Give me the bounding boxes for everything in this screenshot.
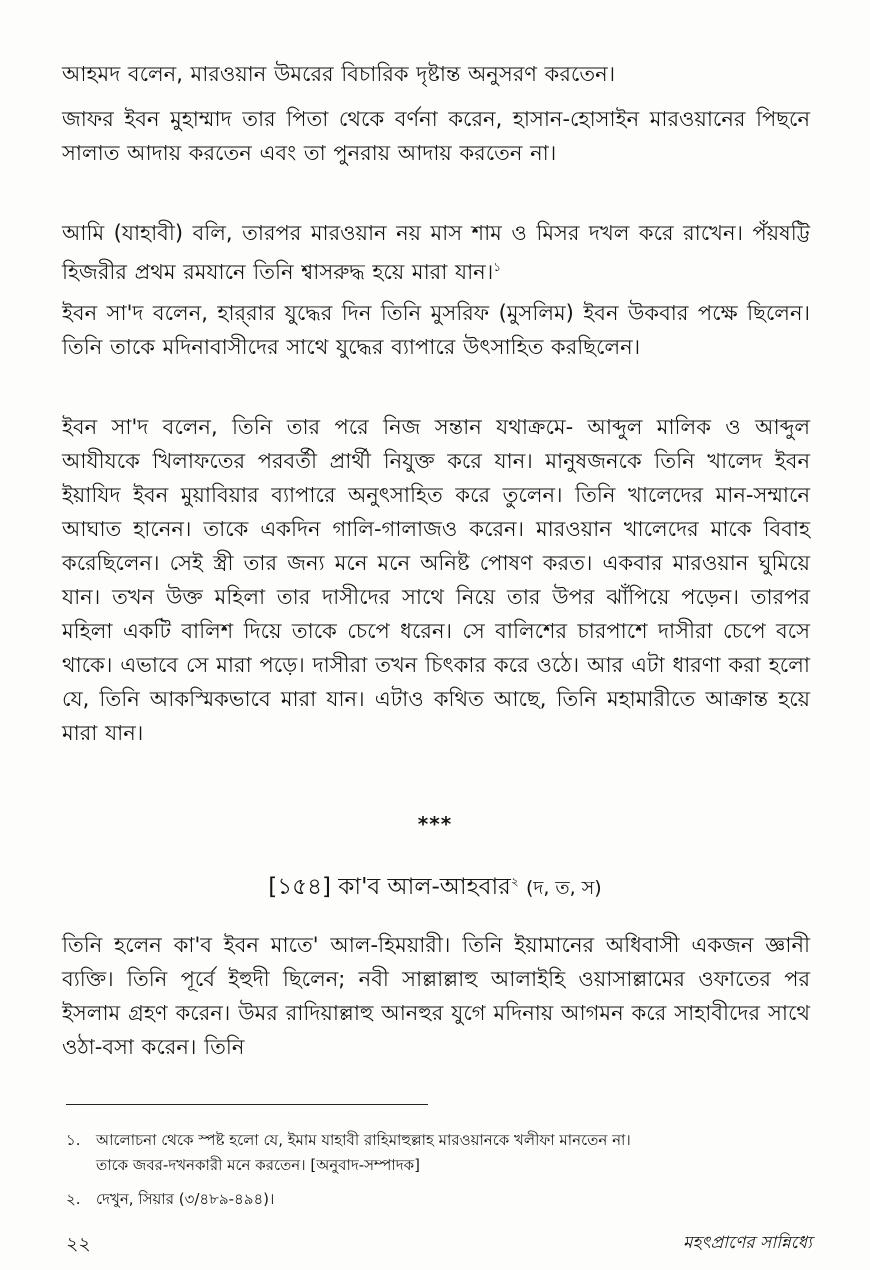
paragraph-dhahabi-comment-text: আমি (যাহাবী) বলি, তারপর মারওয়ান নয় মাস শাম ও মিসর দখল করে রাখেন। পঁয়ষট্টি হিজরীর প্রথম রমযানে তিনি শ্বাসরুদ্ধ হয়ে মারা যান। — [62, 221, 810, 284]
footnote-marker-2: ২ — [510, 874, 519, 889]
paragraph-ibn-sad-harra: ইবন সা'দ বলেন, হার্‌রার যুদ্ধের দিন তিনি মুসরিফ (মুসলিম) ইবন উকবার পক্ষে ছিলেন। তিনি তাকে মদিনাবাসীদের সাথে যুদ্ধের ব্যাপারে উৎসাহিত করছিলেন। — [62, 301, 810, 359]
section-heading-tags: (দ, ত, স) — [525, 877, 602, 899]
section-separator: *** — [417, 812, 453, 836]
footnote-1 — [66, 1128, 816, 1178]
footnote-2-number: ২. — [66, 1190, 81, 1208]
page-number: ২২ — [66, 1233, 91, 1255]
paragraph-dhahabi-comment — [62, 216, 810, 289]
paragraph-jafar-narration: জাফর ইবন মুহাম্মাদ তার পিতা থেকে বর্ণনা করেন, হাসান-হোসাইন মারওয়ানের পিছনে সালাত আদায় করতেন এবং তা পুনরায় আদায় করতেন না। — [62, 107, 810, 165]
footnote-marker-1: ১ — [493, 260, 502, 274]
footnote-2-text: দেখুন, সিয়ার (৩/৪৮৯-৪৯৪)। — [96, 1190, 275, 1208]
section-heading — [0, 868, 870, 907]
running-title: মহৎপ্রাণের সান্নিধ্যে — [683, 1233, 812, 1253]
footnote-1-line-2: তাকে জবর-দখনকারী মনে করতেন। [অনুবাদ-সম্পাদক] — [96, 1156, 421, 1174]
footnote-divider — [66, 1104, 428, 1105]
footnote-1-line-1: আলোচনা থেকে স্পষ্ট হলো যে, ইমাম যাহাবী রাহিমাহুল্লাহ মারওয়ানকে খলীফা মানতেন না। — [96, 1131, 631, 1149]
footnote-2 — [66, 1187, 816, 1212]
paragraph-kab-biography: তিনি হলেন কা'ব ইবন মাতে' আল-হিময়ারী। তিনি ইয়ামানের অধিবাসী একজন জ্ঞানী ব্যক্তি। তিনি পূর্বে ইহুদী ছিলেন; নবী সাল্লাল্লাহু আলাইহি ওয়াসাল্লামের ওফাতের পর ইসলাম গ্রহণ করেন। উমর রাদিয়াল্লাহু আনহুর যুগে মদিনায় আগমন করে সাহাবীদের সাথে ওঠা-বসা করেন। তিনি — [62, 933, 810, 1059]
section-heading-title: [১৫৪] কা'ব আল-আহবার — [268, 874, 511, 900]
paragraph-ibn-sad-succession: ইবন সা'দ বলেন, তিনি তার পরে নিজ সন্তান যথাক্রমে- আব্দুল মালিক ও আব্দুল আযীযকে খিলাফতের পরবর্তী প্রার্থী নিযুক্ত করে যান। মানুষজনকে তিনি খালেদ ইবন ইয়াযিদ ইবন মুয়াবিয়ার ব্যাপারে অনুৎসাহিত করে তুলেন। তিনি খালেদের মান-সম্মানে আঘাত হানেন। তাকে একদিন গালি-গালাজও করেন। মারওয়ান খালেদের মাকে বিবাহ করেছিলেন। সেই স্ত্রী তার জন্য মনে মনে অনিষ্ট পোষণ করত। একবার মারওয়ান ঘুমিয়ে যান। তখন উক্ত মহিলা তার দাসীদের সাথে নিয়ে তার উপর ঝাঁপিয়ে পড়েন। তারপর মহিলা একটি বালিশ দিয়ে তাকে চেপে ধরেন। সে বালিশের চারপাশে দাসীরা চেপে বসে থাকে। এভাবে সে মারা পড়ে। দাসীরা তখন চিৎকার করে ওঠে। আর এটা ধারণা করা হলো যে, তিনি আকস্মিকভাবে মারা যান। এটাও কথিত আছে, তিনি মহামারীতে আক্রান্ত হয়ে মারা যান। — [62, 415, 810, 745]
footnote-1-number: ১. — [66, 1131, 81, 1149]
paragraph-marwan-judgement: আহমদ বলেন, মারওয়ান উমরের বিচারিক দৃষ্টান্ত অনুসরণ করতেন। — [62, 62, 616, 86]
